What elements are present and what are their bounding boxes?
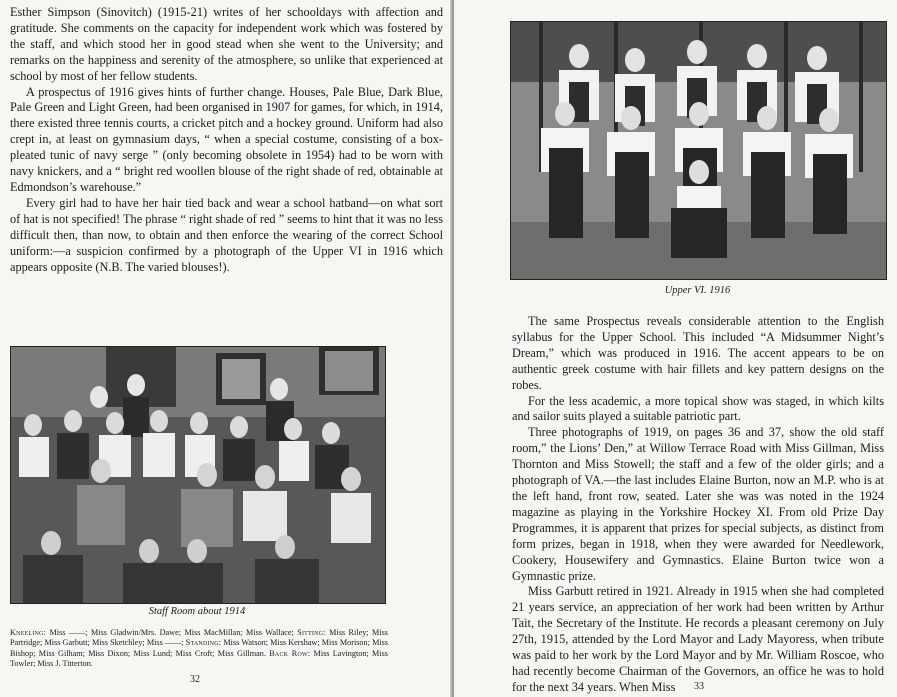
page-number-right: 33 [694,681,704,692]
right-page [454,0,897,697]
back-row-label: Back Row: [269,648,311,658]
kneeling-label: Kneeling: [10,628,46,637]
kneeling-names: Miss ——; Miss Gladwin/Mrs. Dawe; Miss MacMillan; Miss Wallace; [45,628,298,637]
staff-room-caption: Staff Room about 1914 [148,606,246,617]
upper-vi-photo-image [511,22,886,279]
back-row-names: Miss Lavington; Miss Towler; Miss J. Titterton. [10,648,388,668]
staff-room-photo [10,346,386,604]
paragraph-miss-garbutt: Miss Garbutt retired in 1921. Already in 1915 when she had completed 21 years service, an appreciation of her work had been written by Arthur Tait, the Secretary of the Institute. He records a pleasant ceremony on July 27th, 1915, attended by the Lord Mayor and Lady Mayoress, when tribute was paid to her work by the Lord Mayor and by Mr. William Roscoe, who had recently become Chairman of the Governors, an office he was to hold for the next 34 years. When Miss [512,584,884,694]
right-page-text [512,314,884,696]
paragraph-english-syllabus: The same Prospectus reveals considerable attention to the English syllabus for the Upper School. This included “A Midsummer Night’s Dream,” which was produced in 1916. The accent appears to be on authentic greek costume with hair fillets and key pattern designs on the robes. [512,314,884,392]
left-page-text [10,5,443,275]
staff-names-list [10,628,388,669]
paragraph-prospectus-1916: A prospectus of 1916 gives hints of further change. Houses, Pale Blue, Dark Blue, Pale Green and Light Green, had been organised in 1907 for games, for which, in 1914, there existed three tennis courts, a cricket pitch and a hockey ground. Uniform had also crept in, at least on gymnasium days, “ when a special costume, consisting of a box-pleated tunic of navy serge ” (only becoming obsolete in 1954) had to be worn with navy knickers, and a “ bright red woollen blouse of the right shade of red, obtainable at Edmondson’s warehouse.” [10,84,443,194]
paragraph-esther-simpson: Esther Simpson (Sinovitch) (1915-21) writes of her schooldays with affection and gratitude. She comments on the capacity for independent work which was fostered by the staff, and which stood her in good stead when she went to the University; and remarks on the happiness and serenity of the atmosphere, so unlike that experienced at school by most of her fellow students. [10,5,443,83]
paragraph-photographs-1919: Three photographs of 1919, on pages 36 and 37, show the old staff room,” the Lions’ Den,” at Willow Terrace Road with Miss Gillman, Miss Thornton and Miss Stowell; the staff and a few of the older girls; and a photograph of VA.—the last includes Elaine Burton, now an M.P. who is at the left hand, front row, seated. Later she was was noted in the 1924 magazine as playing in the Yorkshire Hockey XI. From old Prize Day Programmes, it is apparent that prizes for special subjects, as distinct from form prizes, began in 1918, when they were awarded for Needlework, Cookery, Housewifery and Gymnastics. Elaine Burton twice won a Gymnastic prize. [512,425,884,583]
sitting-names: Miss Riley; Miss Partridge; Miss Garbutt; Miss Sketchley; Miss ——; [10,628,388,648]
upper-vi-caption: Upper VI. 1916 [664,285,731,296]
staff-room-photo-image [11,347,385,603]
paragraph-hair-hatband: Every girl had to have her hair tied back and wear a school hatband—on what sort of hat is not specified! The phrase “ right shade of red ” seems to hint that it was no less difficult then, than now, to obtain and then enforce the wearing of the correct School uniform:—a suspicion confirmed by a photograph of the Upper VI in 1916 which appears opposite (N.B. The varied blouses!). [10,195,443,274]
sitting-label: Sitting: [297,628,326,637]
standing-names: Miss Watson; Miss Kershaw; Miss Morison; Miss Bishop; Miss Gilham; Miss Dixon; Miss Lund; Miss Croft; Miss Gillman. [10,638,388,658]
paragraph-topical-show: For the less academic, a more topical show was staged, in which kilts and sailor suits played a suitable patriotic part. [512,393,884,424]
standing-label: Standing: [185,638,222,648]
page-number-left: 32 [190,674,200,685]
upper-vi-photo [510,21,887,280]
